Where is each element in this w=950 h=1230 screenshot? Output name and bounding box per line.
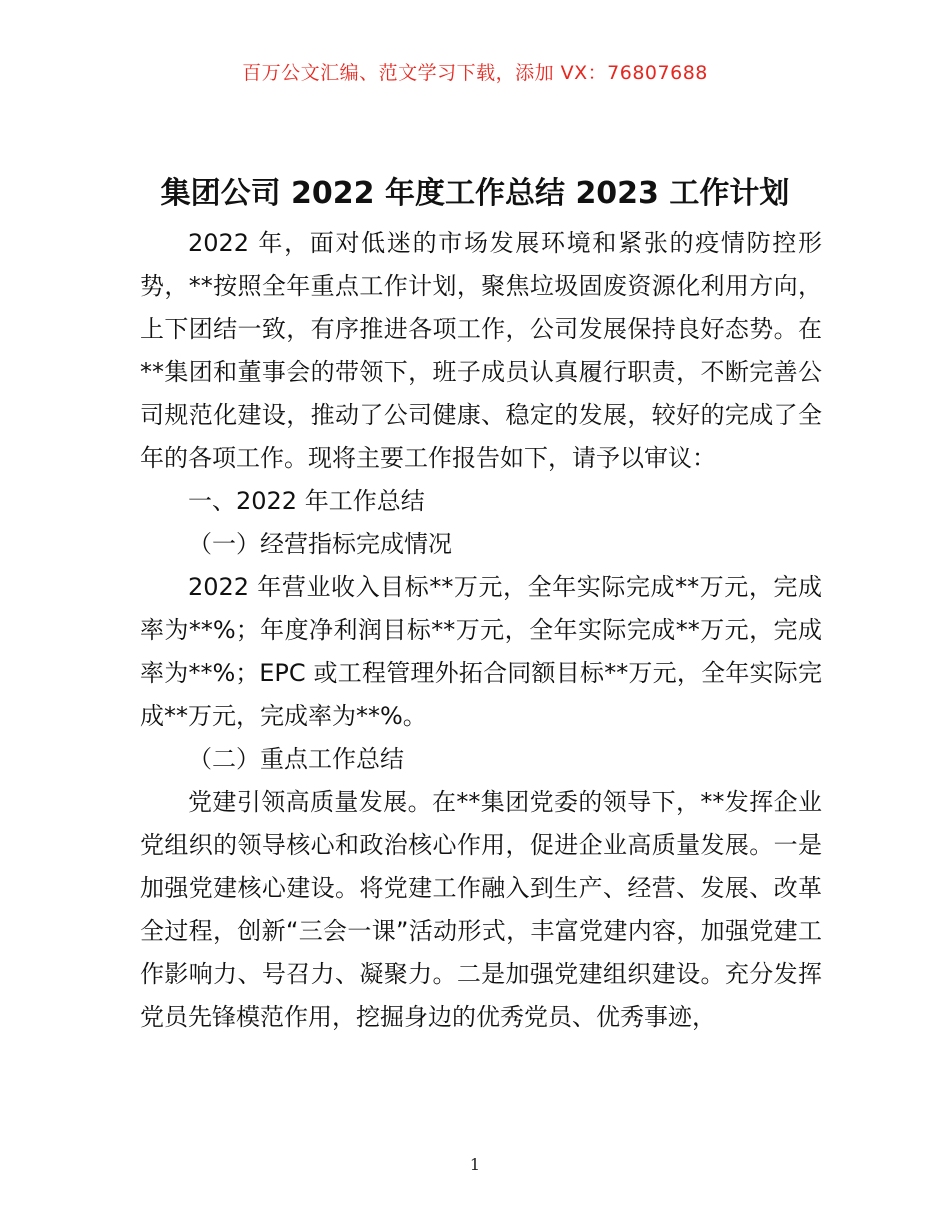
download-banner: 百万公文汇编、范文学习下载，添加 VX：76807688 xyxy=(242,62,708,84)
document-title: 集团公司 2022 年度工作总结 2023 工作计划 xyxy=(160,176,790,211)
page-number: 1 xyxy=(469,1155,481,1174)
section-heading: 一、2022 年工作总结 xyxy=(188,487,425,515)
party-building-paragraph: 党建引领高质量发展。在**集团党委的领导下，**发挥企业党组织的领导核心和政治核心作用，促进企业高质量发展。一是加强党建核心建设。将党建工作融入到生产、经营、发展、改革全过程，创新“三会一课”活动形式，丰富党建内容，加强党建工作影响力、号召力、凝聚力。二是加强党建组织建设。充分发挥党员先锋模范作用，挖掘身边的优秀党员、优秀事迹， xyxy=(140,788,822,1031)
subsection-heading: （二）重点工作总结 xyxy=(188,745,404,773)
subsection-heading: （一）经营指标完成情况 xyxy=(188,530,452,558)
indicators-paragraph: 2022 年营业收入目标**万元，全年实际完成**万元，完成率为**%；年度净利润目标**万元，全年实际完成**万元，完成率为**%；EPC 或工程管理外拓合同额目标**万元，全年实际完成**万元，完成率为**%。 xyxy=(140,573,822,730)
intro-paragraph: 2022 年，面对低迷的市场发展环境和紧张的疫情防控形势，**按照全年重点工作计划，聚焦垃圾固废资源化利用方向，上下团结一致，有序推进各项工作，公司发展保持良好态势。在**集团和董事会的带领下，班子成员认真履行职责，不断完善公司规范化建设，推动了公司健康、稳定的发展，较好的完成了全年的各项工作。现将主要工作报告如下，请予以审议： xyxy=(140,229,822,472)
document-body xyxy=(140,222,822,1039)
